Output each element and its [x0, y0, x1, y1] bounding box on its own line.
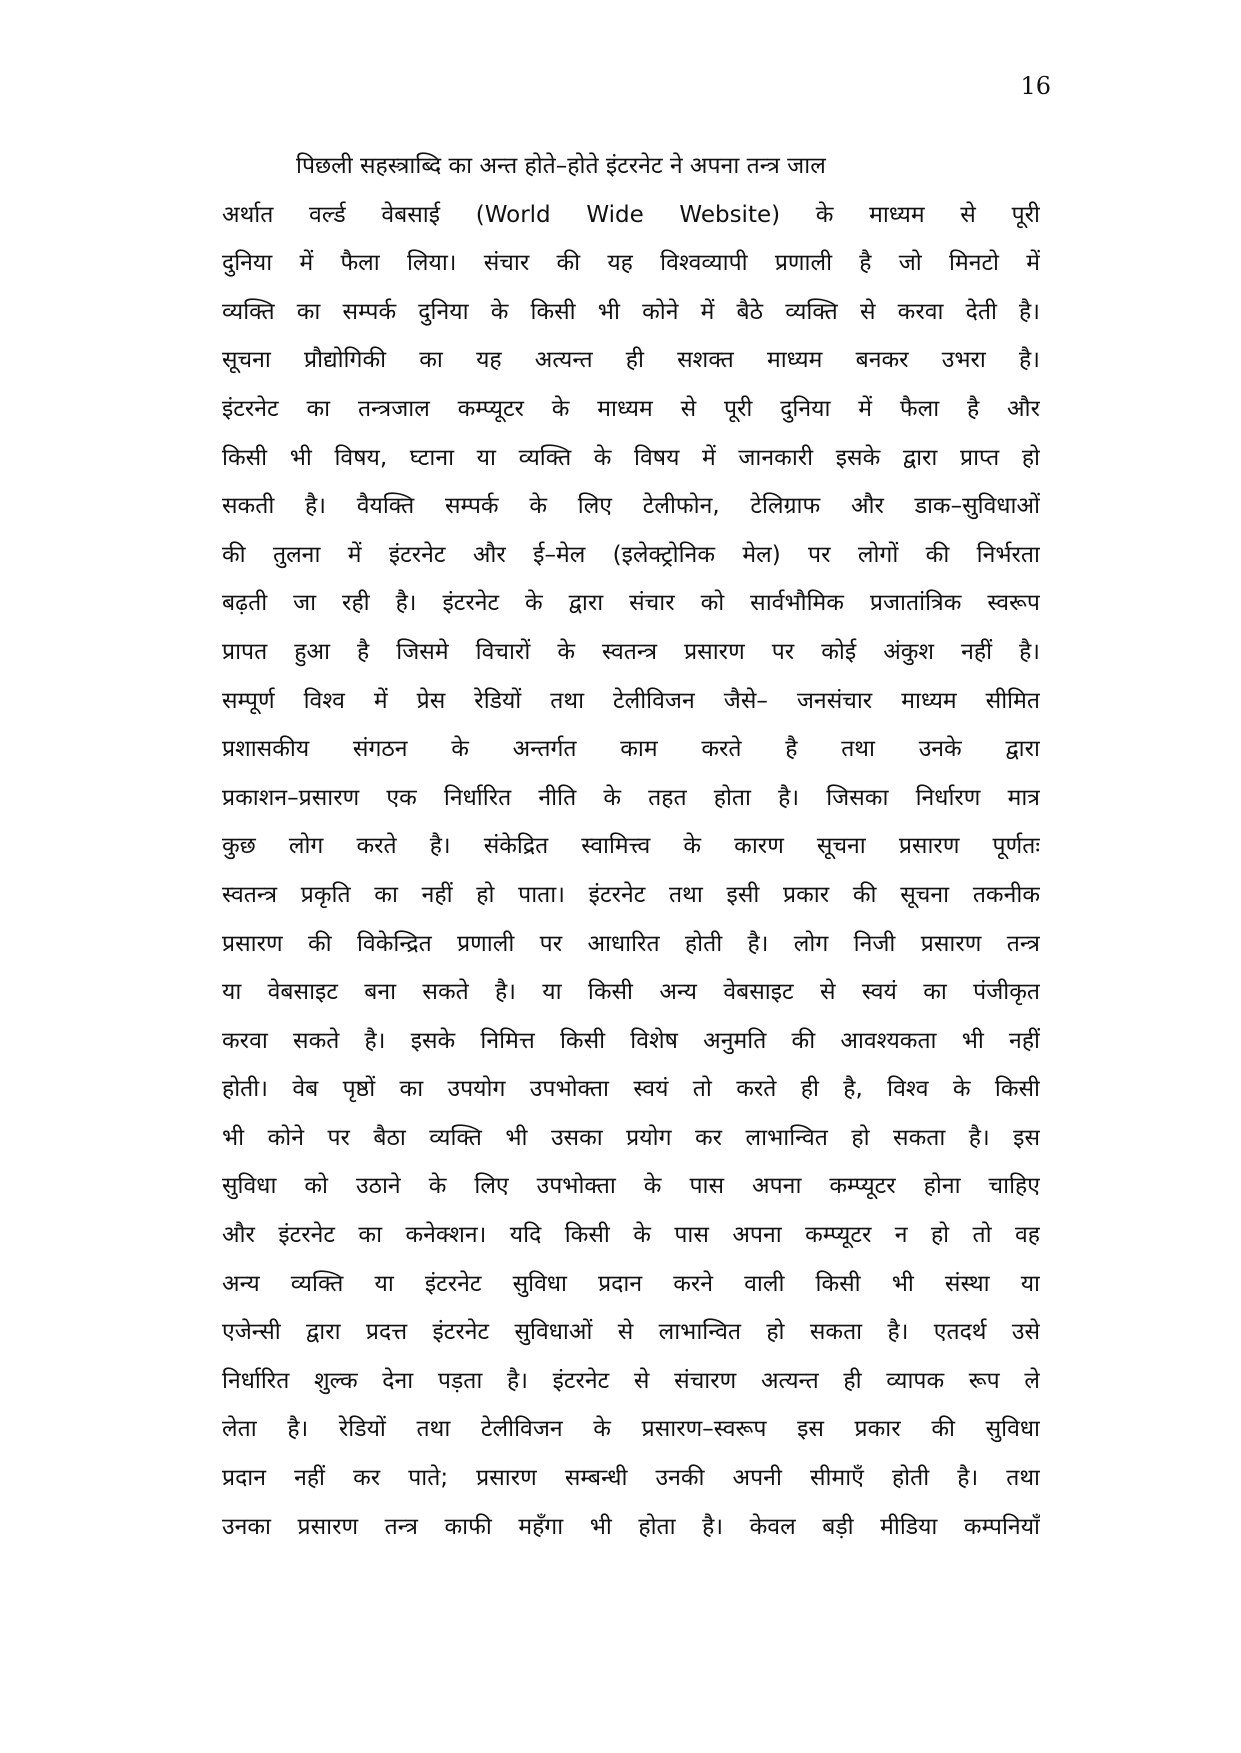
text-line: अन्य व्यक्ति या इंटरनेट सुविधा प्रदान करने वाली किसी भी संस्था या — [222, 1270, 1040, 1297]
text-line: कुछ लोग करते है। संकेद्रित स्वामित्त्व के कारण सूचना प्रसारण पूर्णतः — [222, 833, 1040, 860]
text-line: एजेन्सी द्वारा प्रदत्त इंटरनेट सुविधाओं से लाभान्वित हो सकता है। एतदर्थ उसे — [222, 1319, 1040, 1346]
text-line: प्रसारण की विकेन्द्रित प्रणाली पर आधारित होती है। लोग निजी प्रसारण तन्त्र — [222, 930, 1040, 957]
text-line: प्रापत हुआ है जिसमे विचारों के स्वतन्त्र प्रसारण पर कोई अंकुश नहीं है। — [222, 638, 1040, 665]
text-line: निर्धारित शुल्क देना पड़ता है। इंटरनेट से संचारण अत्यन्त ही व्यापक रूप ले — [222, 1367, 1040, 1394]
page-number: 16 — [1020, 72, 1051, 100]
text-line: सम्पूर्ण विश्व में प्रेस रेडियों तथा टेलीविजन जैसे– जनसंचार माध्यम सीमित — [222, 687, 1040, 714]
text-line: किसी भी विषय, घ्टाना या व्यक्ति के विषय में जानकारी इसके द्वारा प्राप्त हो — [222, 444, 1040, 471]
body-paragraph — [222, 142, 1040, 1551]
text-line: सूचना प्रौद्योगिकी का यह अत्यन्त ही सशक्त माध्यम बनकर उभरा है। — [222, 347, 1040, 374]
text-line: लेता है। रेडियों तथा टेलीविजन के प्रसारण–स्वरूप इस प्रकार की सुविधा — [222, 1416, 1040, 1443]
text-line: होती। वेब पृष्ठों का उपयोग उपभोक्ता स्वयं तो करते ही है, विश्व के किसी — [222, 1076, 1040, 1103]
text-line: दुनिया में फैला लिया। संचार की यह विश्वव्यापी प्रणाली है जो मिनटो में — [222, 250, 1040, 277]
text-line: और इंटरनेट का कनेक्शन। यदि किसी के पास अपना कम्प्यूटर न हो तो वह — [222, 1222, 1040, 1249]
text-line: पिछली सहस्त्राब्दि का अन्त होते–होते इंटरनेट ने अपना तन्त्र जाल — [296, 153, 826, 179]
text-line: प्रकाशन–प्रसारण एक निर्धारित नीति के तहत होता है। जिसका निर्धारण मात्र — [222, 784, 1040, 811]
text-line: अर्थात वर्ल्ड वेबसाई (World Wide Website) के माध्यम से पूरी — [222, 201, 1040, 228]
text-line: या वेबसाइट बना सकते है। या किसी अन्य वेबसाइट से स्वयं का पंजीकृत — [222, 979, 1040, 1006]
text-line: प्रशासकीय संगठन के अन्तर्गत काम करते है तथा उनके द्वारा — [222, 736, 1040, 763]
text-line: व्यक्ति का सम्पर्क दुनिया के किसी भी कोने में बैठे व्यक्ति से करवा देती है। — [222, 298, 1040, 325]
text-line: भी कोने पर बैठा व्यक्ति भी उसका प्रयोग कर लाभान्वित हो सकता है। इस — [222, 1124, 1040, 1151]
text-line: उनका प्रसारण तन्त्र काफी महँगा भी होता है। केवल बड़ी मीडिया कम्पनियाँ — [222, 1513, 1040, 1540]
text-line: करवा सकते है। इसके निमित्त किसी विशेष अनुमति की आवश्यकता भी नहीं — [222, 1027, 1040, 1054]
text-line: प्रदान नहीं कर पाते; प्रसारण सम्बन्धी उनकी अपनी सीमाएँ होती है। तथा — [222, 1465, 1040, 1492]
text-line: इंटरनेट का तन्त्रजाल कम्प्यूटर के माध्यम से पूरी दुनिया में फैला है और — [222, 395, 1040, 422]
text-line: सकती है। वैयक्ति सम्पर्क के लिए टेलीफोन, टेलिग्राफ और डाक–सुविधाओं — [222, 493, 1040, 520]
text-line: स्वतन्त्र प्रकृति का नहीं हो पाता। इंटरनेट तथा इसी प्रकार की सूचना तकनीक — [222, 881, 1040, 908]
text-line: सुविधा को उठाने के लिए उपभोक्ता के पास अपना कम्प्यूटर होना चाहिए — [222, 1173, 1040, 1200]
text-line: बढ़ती जा रही है। इंटरनेट के द्वारा संचार को सार्वभौमिक प्रजातांत्रिक स्वरूप — [222, 590, 1040, 617]
text-line: की तुलना में इंटरनेट और ई–मेल (इलेक्ट्रोनिक मेल) पर लोगों की निर्भरता — [222, 541, 1040, 568]
